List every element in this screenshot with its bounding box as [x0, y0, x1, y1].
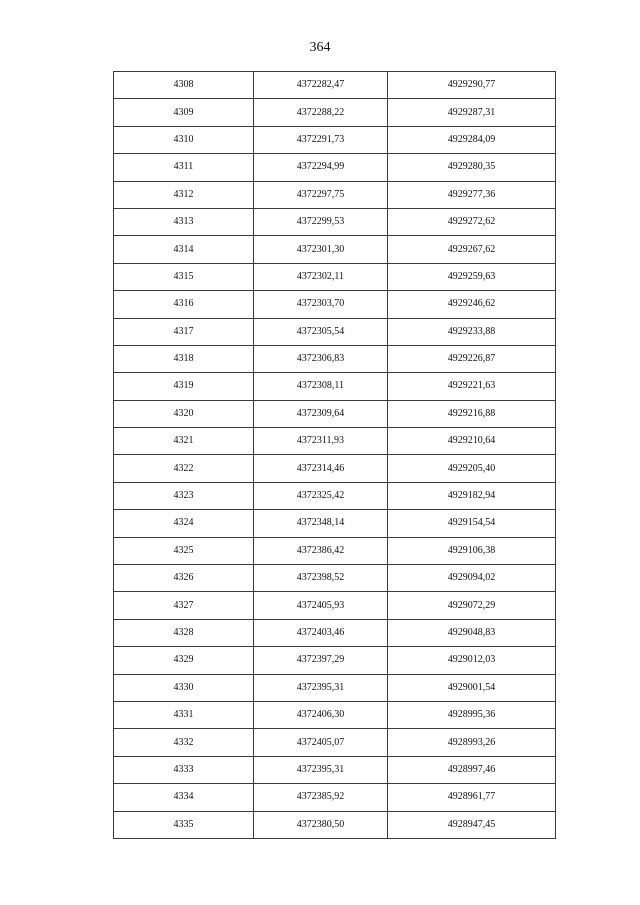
point-number-cell: 4312 [114, 181, 254, 208]
y-coordinate-cell: 4929272,62 [388, 208, 556, 235]
y-coordinate-cell: 4929290,77 [388, 72, 556, 99]
x-coordinate-cell: 4372325,42 [254, 482, 388, 509]
point-number-cell: 4310 [114, 126, 254, 153]
table-row [114, 72, 556, 99]
table-row [114, 181, 556, 208]
point-number-cell: 4314 [114, 236, 254, 263]
point-number-cell: 4323 [114, 482, 254, 509]
y-coordinate-cell: 4929280,35 [388, 154, 556, 181]
y-coordinate-cell: 4929216,88 [388, 400, 556, 427]
x-coordinate-cell: 4372403,46 [254, 619, 388, 646]
x-coordinate-cell: 4372308,11 [254, 373, 388, 400]
point-number-cell: 4319 [114, 373, 254, 400]
point-number-cell: 4330 [114, 674, 254, 701]
point-number-cell: 4332 [114, 729, 254, 756]
x-coordinate-cell: 4372405,93 [254, 592, 388, 619]
y-coordinate-cell: 4929233,88 [388, 318, 556, 345]
point-number-cell: 4327 [114, 592, 254, 619]
x-coordinate-cell: 4372305,54 [254, 318, 388, 345]
y-coordinate-cell: 4929210,64 [388, 428, 556, 455]
point-number-cell: 4315 [114, 263, 254, 290]
table-row [114, 811, 556, 838]
table-row [114, 592, 556, 619]
x-coordinate-cell: 4372301,30 [254, 236, 388, 263]
point-number-cell: 4313 [114, 208, 254, 235]
x-coordinate-cell: 4372395,31 [254, 756, 388, 783]
table-row [114, 756, 556, 783]
point-number-cell: 4322 [114, 455, 254, 482]
y-coordinate-cell: 4928995,36 [388, 701, 556, 728]
y-coordinate-cell: 4929277,36 [388, 181, 556, 208]
x-coordinate-cell: 4372299,53 [254, 208, 388, 235]
table-row [114, 400, 556, 427]
point-number-cell: 4326 [114, 565, 254, 592]
x-coordinate-cell: 4372395,31 [254, 674, 388, 701]
point-number-cell: 4317 [114, 318, 254, 345]
x-coordinate-cell: 4372397,29 [254, 647, 388, 674]
x-coordinate-cell: 4372386,42 [254, 537, 388, 564]
y-coordinate-cell: 4929012,03 [388, 647, 556, 674]
y-coordinate-cell: 4929287,31 [388, 99, 556, 126]
point-number-cell: 4324 [114, 510, 254, 537]
point-number-cell: 4309 [114, 99, 254, 126]
y-coordinate-cell: 4929182,94 [388, 482, 556, 509]
y-coordinate-cell: 4929246,62 [388, 291, 556, 318]
y-coordinate-cell: 4928947,45 [388, 811, 556, 838]
table-row [114, 482, 556, 509]
x-coordinate-cell: 4372398,52 [254, 565, 388, 592]
x-coordinate-cell: 4372302,11 [254, 263, 388, 290]
table-row [114, 154, 556, 181]
table-row [114, 236, 556, 263]
table-row [114, 428, 556, 455]
point-number-cell: 4308 [114, 72, 254, 99]
point-number-cell: 4311 [114, 154, 254, 181]
point-number-cell: 4321 [114, 428, 254, 455]
table-row [114, 729, 556, 756]
point-number-cell: 4333 [114, 756, 254, 783]
y-coordinate-cell: 4929094,02 [388, 565, 556, 592]
x-coordinate-cell: 4372385,92 [254, 784, 388, 811]
point-number-cell: 4329 [114, 647, 254, 674]
table-row [114, 291, 556, 318]
table-row [114, 510, 556, 537]
page-number: 364 [309, 40, 331, 55]
table-row [114, 674, 556, 701]
x-coordinate-cell: 4372314,46 [254, 455, 388, 482]
y-coordinate-cell: 4928993,26 [388, 729, 556, 756]
point-number-cell: 4318 [114, 345, 254, 372]
y-coordinate-cell: 4929226,87 [388, 345, 556, 372]
x-coordinate-cell: 4372306,83 [254, 345, 388, 372]
y-coordinate-cell: 4929284,09 [388, 126, 556, 153]
x-coordinate-cell: 4372294,99 [254, 154, 388, 181]
y-coordinate-cell: 4928961,77 [388, 784, 556, 811]
y-coordinate-cell: 4929267,62 [388, 236, 556, 263]
x-coordinate-cell: 4372291,73 [254, 126, 388, 153]
x-coordinate-cell: 4372309,64 [254, 400, 388, 427]
x-coordinate-cell: 4372282,47 [254, 72, 388, 99]
y-coordinate-cell: 4928997,46 [388, 756, 556, 783]
table-row [114, 701, 556, 728]
x-coordinate-cell: 4372406,30 [254, 701, 388, 728]
table-row [114, 318, 556, 345]
point-number-cell: 4331 [114, 701, 254, 728]
x-coordinate-cell: 4372405,07 [254, 729, 388, 756]
y-coordinate-cell: 4929001,54 [388, 674, 556, 701]
x-coordinate-cell: 4372303,70 [254, 291, 388, 318]
table-body [114, 72, 556, 839]
x-coordinate-cell: 4372297,75 [254, 181, 388, 208]
table-row [114, 647, 556, 674]
point-number-cell: 4334 [114, 784, 254, 811]
y-coordinate-cell: 4929048,83 [388, 619, 556, 646]
table-row [114, 373, 556, 400]
x-coordinate-cell: 4372311,93 [254, 428, 388, 455]
point-number-cell: 4320 [114, 400, 254, 427]
table-row [114, 537, 556, 564]
x-coordinate-cell: 4372380,50 [254, 811, 388, 838]
y-coordinate-cell: 4929259,63 [388, 263, 556, 290]
table-row [114, 208, 556, 235]
table-row [114, 784, 556, 811]
point-number-cell: 4325 [114, 537, 254, 564]
table-row [114, 619, 556, 646]
table-row [114, 126, 556, 153]
y-coordinate-cell: 4929106,38 [388, 537, 556, 564]
y-coordinate-cell: 4929205,40 [388, 455, 556, 482]
table-row [114, 455, 556, 482]
x-coordinate-cell: 4372348,14 [254, 510, 388, 537]
y-coordinate-cell: 4929221,63 [388, 373, 556, 400]
coordinates-table [113, 71, 556, 839]
x-coordinate-cell: 4372288,22 [254, 99, 388, 126]
point-number-cell: 4335 [114, 811, 254, 838]
point-number-cell: 4328 [114, 619, 254, 646]
table-row [114, 263, 556, 290]
table-row [114, 565, 556, 592]
point-number-cell: 4316 [114, 291, 254, 318]
table-row [114, 345, 556, 372]
y-coordinate-cell: 4929154,54 [388, 510, 556, 537]
table-row [114, 99, 556, 126]
y-coordinate-cell: 4929072,29 [388, 592, 556, 619]
